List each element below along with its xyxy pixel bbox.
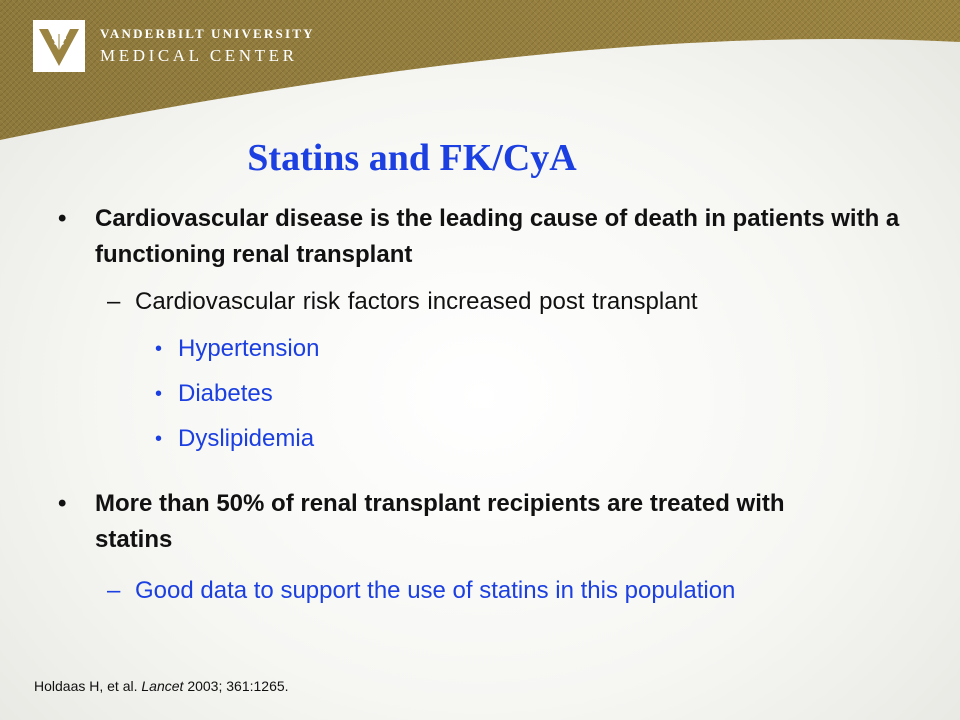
- slide-title: Statins and FK/CyA: [247, 137, 577, 179]
- logo-line-university: VANDERBILT UNIVERSITY: [100, 26, 315, 41]
- bullet-glyph: •: [155, 338, 163, 360]
- vanderbilt-logo: [33, 20, 85, 72]
- risk-factor-hypertension: Hypertension: [178, 335, 320, 362]
- bullet-glyph: •: [155, 383, 163, 405]
- citation-ref: 2003; 361:1265.: [187, 678, 289, 694]
- dash-glyph: –: [107, 577, 121, 604]
- header-band: [0, 0, 960, 150]
- bullet-statin-treatment: More than 50% of renal transplant recipients are treated with statins: [95, 490, 785, 553]
- dash-glyph: –: [107, 288, 121, 315]
- citation-authors: Holdaas H, et al.: [34, 678, 138, 694]
- bullet-glyph: •: [58, 490, 67, 517]
- sub-bullet-good-data: Good data to support the use of statins in this population: [135, 577, 736, 604]
- citation-journal: Lancet: [141, 678, 184, 694]
- risk-factor-diabetes: Diabetes: [178, 380, 273, 407]
- citation: [34, 678, 289, 694]
- institution-name: [100, 26, 315, 68]
- bullet-glyph: •: [58, 205, 67, 232]
- oak-leaf-v-icon: [33, 20, 85, 72]
- bullet-glyph: •: [155, 428, 163, 450]
- sub-bullet-risk-factors: Cardiovascular risk factors increased post transplant: [135, 288, 698, 315]
- risk-factor-dyslipidemia: Dyslipidemia: [178, 425, 315, 452]
- bullet-cardiovascular-disease: Cardiovascular disease is the leading cause of death in patients with a functioning renal transplant: [95, 205, 900, 268]
- logo-line-medical-center: MEDICAL CENTER: [100, 46, 298, 65]
